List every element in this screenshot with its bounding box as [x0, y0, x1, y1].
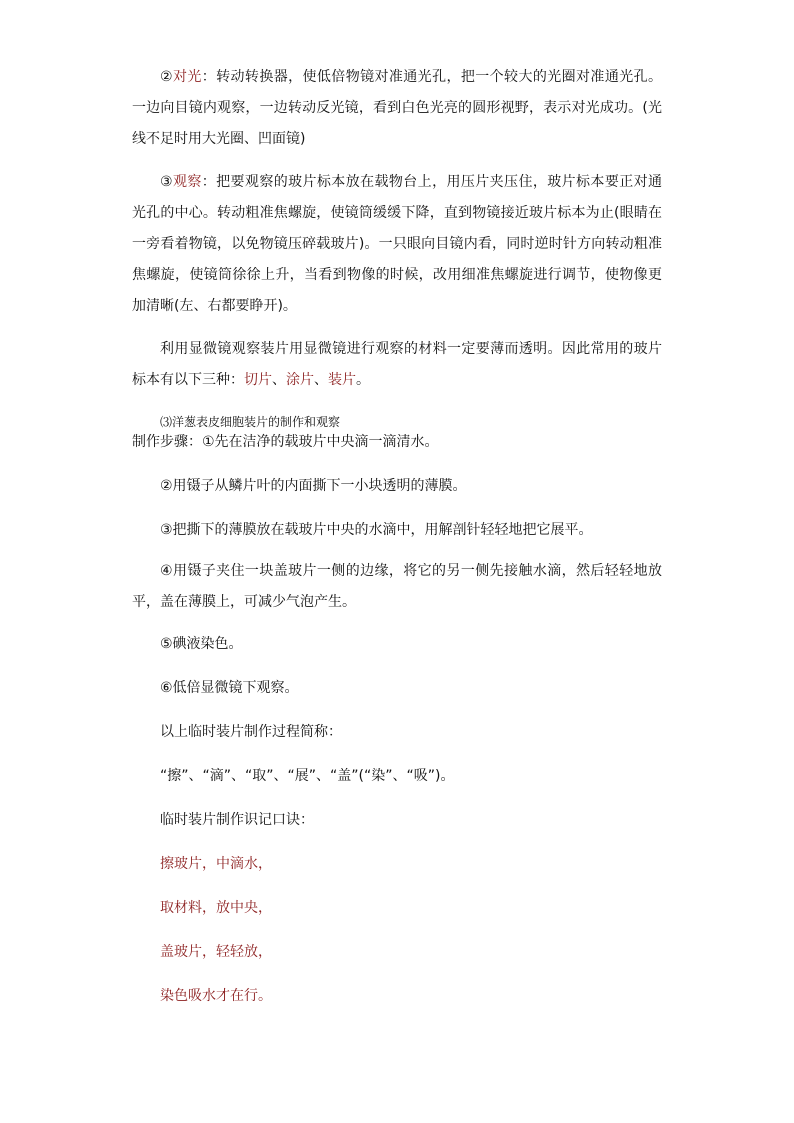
summary-text: “擦”、“滴”、“取”、“展”、“盖”(“染”、“吸”)。: [160, 768, 455, 784]
specimen-type-section: 切片: [244, 372, 272, 388]
step-2: ②用镊子从鳞片叶的内面撕下一小块透明的薄膜。: [160, 478, 467, 494]
specimen-type-smear: 涂片: [286, 372, 314, 388]
mnemonic-line-4: 染色吸水才在行。: [160, 988, 272, 1004]
highlighted-term: 对光: [172, 69, 202, 85]
step-observe-paragraph: [132, 167, 662, 322]
step-6: ⑥低倍显微镜下观察。: [160, 680, 299, 696]
step-5: ⑤碘液染色。: [160, 636, 243, 652]
step-3: ③把撕下的薄膜放在载玻片中央的水滴中，用解剖针轻轻地把它展平。: [160, 522, 593, 538]
specimen-paragraph: [132, 334, 662, 396]
sentence-end: 。: [356, 372, 370, 388]
specimen-text: 利用显微镜观察装片用显微镜进行观察的材料一定要薄而透明。因此常用的玻片标本有以下三种：: [132, 341, 662, 388]
mnemonic-line-1: 擦玻片，中滴水，: [160, 856, 272, 872]
step-text: ：把要观察的玻片标本放在载物台上，用压片夹压住，玻片标本要正对通光孔的中心。转动粗准焦螺旋，使镜筒缓缓下降，直到物镜接近玻片标本为止(眼睛在一旁看着物镜，以免物镜压碎载玻片)。一只眼向目镜内看，同时逆时针方向转动粗准焦螺旋，使镜筒徐徐上升，当看到物像的时候，改用细准焦螺旋进行调节，使物像更加清晰(左、右都要睁开)。: [132, 174, 662, 314]
separator: 、: [314, 372, 328, 388]
summary-intro: 以上临时装片制作过程简称：: [160, 724, 342, 740]
step-4: ④用镊子夹住一块盖玻片一侧的边缘，将它的另一侧先接触水滴，然后轻轻地放平，盖在薄膜上，可减少气泡产生。: [132, 563, 662, 610]
mnemonic-line-2: 取材料，放中央，: [160, 900, 272, 916]
document-content: [132, 62, 662, 1006]
step-number: ②: [160, 69, 173, 85]
section-heading: ⑶洋葱表皮细胞装片的制作和观察: [160, 415, 341, 429]
steps-intro: 制作步骤：①先在洁净的载玻片中央滴一滴清水。: [132, 434, 439, 450]
step-text: ：转动转换器，使低倍物镜对准通光孔，把一个较大的光圈对准通光孔。一边向目镜内观察，一边转动反光镜，看到白色光亮的圆形视野，表示对光成功。(光线不足时用大光圈、凹面镜): [132, 69, 662, 147]
separator: 、: [272, 372, 286, 388]
highlighted-term: 观察: [172, 174, 202, 190]
step-light-paragraph: [132, 62, 662, 155]
step-number: ③: [160, 174, 173, 190]
mnemonic-intro: 临时装片制作识记口诀：: [160, 812, 314, 828]
mnemonic-line-3: 盖玻片，轻轻放，: [160, 944, 272, 960]
specimen-type-mount: 装片: [328, 372, 356, 388]
